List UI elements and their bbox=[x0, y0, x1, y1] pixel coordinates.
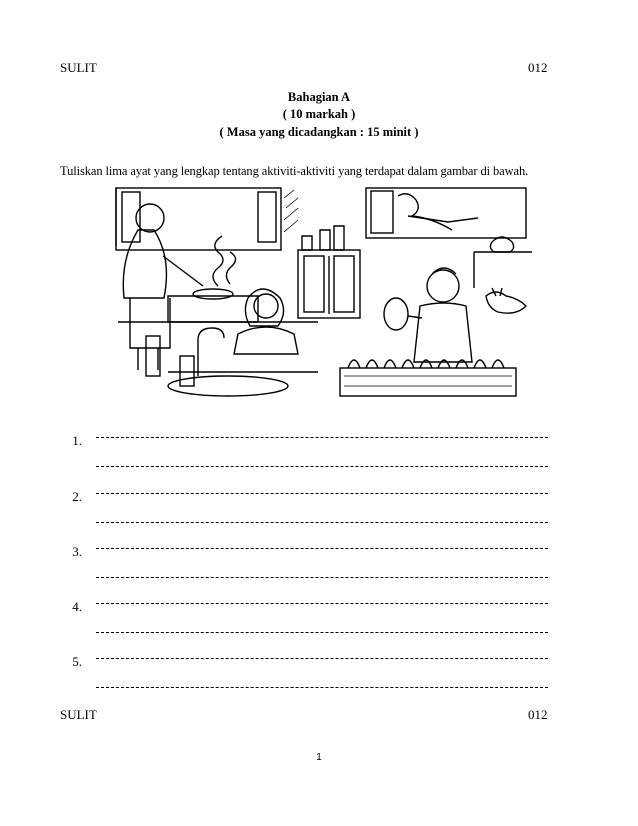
header-right-code: 012 bbox=[528, 60, 548, 75]
answer-line-3a[interactable] bbox=[96, 548, 548, 549]
header-left-label: SULIT bbox=[60, 60, 97, 75]
answer-line-5a[interactable] bbox=[96, 658, 548, 659]
section-marks: ( 10 markah ) bbox=[282, 107, 356, 121]
kitchen-illustration bbox=[108, 186, 533, 398]
answer-line-4a[interactable] bbox=[96, 603, 548, 604]
footer-left-label: SULIT bbox=[60, 707, 97, 722]
answer-line-2b[interactable] bbox=[96, 522, 548, 523]
section-time: ( Masa yang dicadangkan : 15 minit ) bbox=[219, 125, 419, 139]
answer-line-1b[interactable] bbox=[96, 466, 548, 467]
page-number: 1 bbox=[316, 752, 322, 763]
answer-line-2a[interactable] bbox=[96, 493, 548, 494]
instruction-text: Tuliskan lima ayat yang lengkap tentang aktiviti-aktiviti yang terdapat dalam gambar di bawah. bbox=[60, 164, 529, 178]
answer-number-4: 4. bbox=[72, 599, 82, 614]
answer-line-1a[interactable] bbox=[96, 437, 548, 438]
answer-number-1: 1. bbox=[72, 433, 82, 448]
answer-line-5b[interactable] bbox=[96, 687, 548, 688]
section-title: Bahagian A bbox=[287, 90, 351, 104]
answer-number-2: 2. bbox=[72, 489, 82, 504]
answer-line-4b[interactable] bbox=[96, 632, 548, 633]
footer-right-code: 012 bbox=[528, 707, 548, 722]
answer-line-3b[interactable] bbox=[96, 577, 548, 578]
answer-number-3: 3. bbox=[72, 544, 82, 559]
answer-number-5: 5. bbox=[72, 654, 82, 669]
